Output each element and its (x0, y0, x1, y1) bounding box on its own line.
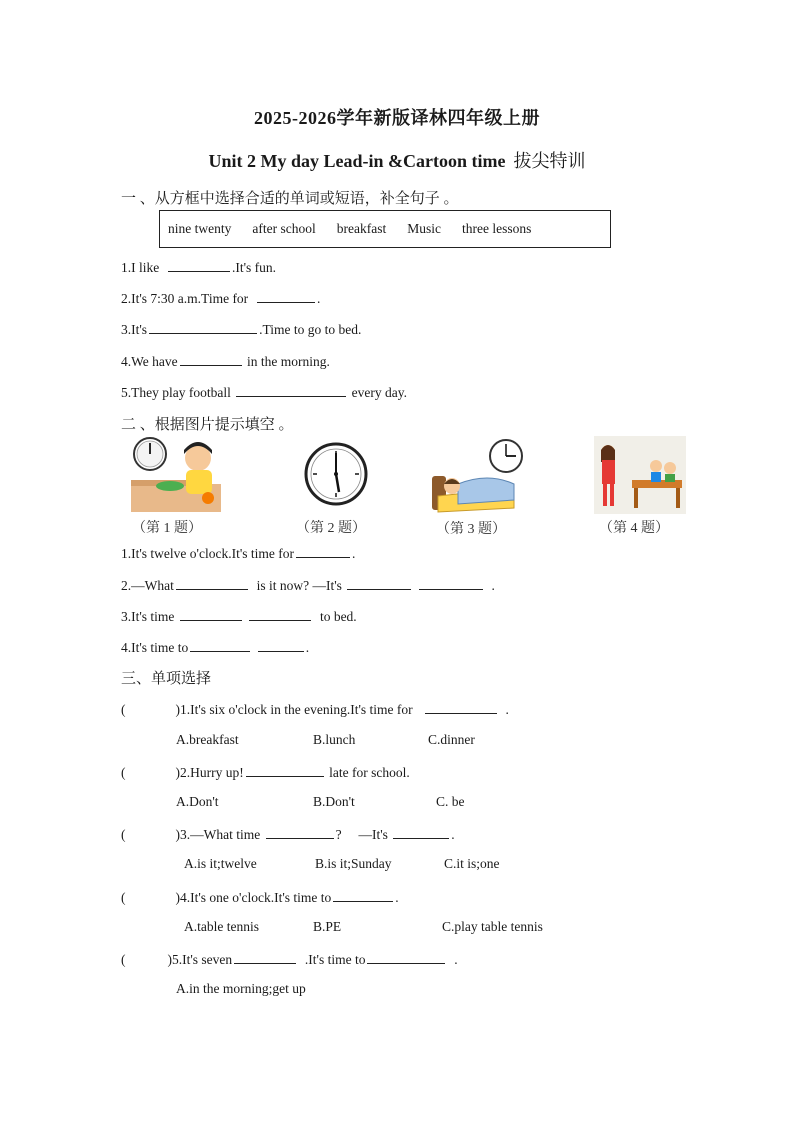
boy-eating-illustration (128, 436, 223, 516)
mc-option: B.PE (313, 919, 342, 934)
section2-heading: 二 、根据图片提示填空 。 (121, 417, 294, 433)
mc-option: B.Don't (313, 794, 355, 809)
mc-option: A.is it;twelve (184, 856, 257, 871)
section1-question-3: 3.It's .Time to go to bed. (121, 322, 362, 337)
mc-question-3: ( )3.—What time ? —It's . (121, 827, 455, 842)
answer-blank[interactable] (249, 607, 311, 621)
picture-caption-1: （第 1 题） (132, 521, 202, 536)
word-box-item: three lessons (461, 221, 532, 236)
word-box-item: breakfast (336, 221, 387, 236)
mc-question-1: ( )1.It's six o'clock in the evening.It's time for . (121, 702, 509, 717)
answer-blank[interactable] (180, 352, 242, 366)
section1-question-4: 4.We have in the morning. (121, 354, 330, 369)
mc-option: C.dinner (428, 732, 475, 747)
picture-caption-2: （第 2 题） (296, 521, 366, 536)
picture-caption-4: （第 4 题） (599, 521, 669, 536)
answer-blank[interactable] (367, 950, 445, 964)
answer-blank[interactable] (266, 825, 334, 839)
mc-question-5: ( )5.It's seven .It's time to . (121, 952, 458, 967)
section1-question-5: 5.They play football every day. (121, 385, 407, 400)
mc-option: C.it is;one (444, 856, 500, 871)
answer-blank[interactable] (333, 888, 393, 902)
mc-option: B.lunch (313, 732, 356, 747)
answer-blank[interactable] (190, 638, 250, 652)
section2-question-1: 1.It's twelve o'clock.It's time for . (121, 546, 356, 561)
answer-blank[interactable] (419, 576, 483, 590)
mc-option: A.Don't (176, 794, 219, 809)
subtitle-en: Unit 2 My day Lead-in &Cartoon time (208, 151, 506, 171)
mc-option: A.in the morning;get up (176, 981, 306, 996)
section2-question-4: 4.It's time to . (121, 640, 310, 655)
answer-blank[interactable] (257, 289, 315, 303)
answer-blank[interactable] (347, 576, 411, 590)
word-box (159, 210, 611, 248)
picture-caption-3: （第 3 题） (436, 522, 506, 537)
section2-question-3: 3.It's time to bed. (121, 609, 357, 624)
page-title: 2025-2026学年新版译林四年级上册 (254, 108, 540, 128)
word-box-item: Music (407, 221, 441, 236)
page-subtitle (0, 147, 794, 173)
teacher-classroom-illustration (594, 436, 686, 514)
answer-blank[interactable] (176, 576, 248, 590)
word-box-item: nine twenty (168, 221, 232, 236)
answer-blank[interactable] (246, 763, 324, 777)
section1-question-1: 1.I like .It's fun. (121, 260, 277, 275)
section1-question-2: 2.It's 7:30 a.m.Time for . (121, 291, 321, 306)
answer-blank[interactable] (296, 544, 350, 558)
section2-question-2: 2.—What is it now? —It's . (121, 578, 495, 593)
answer-blank[interactable] (149, 320, 257, 334)
mc-option: A.table tennis (184, 919, 259, 934)
answer-blank[interactable] (393, 825, 449, 839)
answer-blank[interactable] (425, 700, 497, 714)
answer-blank[interactable] (180, 607, 242, 621)
answer-blank[interactable] (234, 950, 296, 964)
section3-heading: 三、单项选择 (121, 671, 212, 687)
mc-option: C. be (436, 794, 465, 809)
answer-blank[interactable] (168, 258, 230, 272)
mc-option: A.breakfast (176, 732, 239, 747)
clock-icon (303, 436, 369, 506)
answer-blank[interactable] (258, 638, 304, 652)
mc-option: B.is it;Sunday (315, 856, 392, 871)
mc-question-2: ( )2.Hurry up! late for school. (121, 765, 410, 780)
word-box-item: after school (252, 221, 316, 236)
subtitle-cn: 拔尖特训 (513, 151, 586, 171)
mc-question-4: ( )4.It's one o'clock.It's time to . (121, 890, 399, 905)
section1-heading: 一 、从方框中选择合适的单词或短语，补全句子 。 (121, 191, 459, 207)
mc-option: C.play table tennis (442, 919, 543, 934)
answer-blank[interactable] (236, 383, 346, 397)
child-in-bed-illustration (428, 436, 526, 516)
